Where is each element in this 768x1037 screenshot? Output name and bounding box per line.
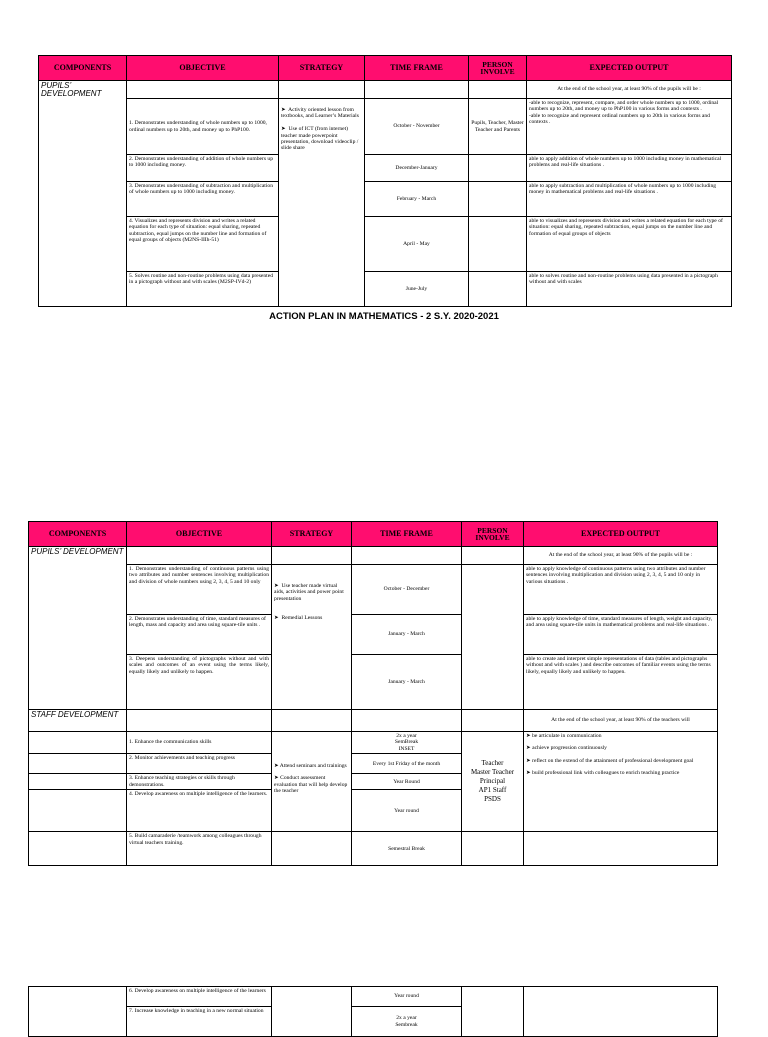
time-frame-cell: June-July xyxy=(365,272,469,307)
expected-intro: At the end of the school year, at least 90% of the pupils will be : xyxy=(527,81,732,99)
time-frame-cell: 2x a year Sembreak xyxy=(352,1007,462,1037)
time-frame-cell: 2x a year SemBreak INSET xyxy=(352,732,462,754)
person-cell xyxy=(462,732,524,832)
objective-cell: 7. Increase knowledge in teaching in a new normal situation xyxy=(127,1007,272,1037)
output-item: ➤ reflect on the extend of the attainment of professional development goal xyxy=(526,758,715,764)
strategy-item: ➤ Conduct assessment evaluation that will help develop the teacher xyxy=(274,775,349,794)
time-frame-cell: February - March xyxy=(365,182,469,217)
objective-cell: 2. Demonstrates understanding of time, standard measures of length, mass and capacity and area using square-tile units . xyxy=(127,615,272,655)
header-objective: OBJECTIVE xyxy=(127,522,272,547)
objective-cell: 5. Solves routine and non-routine problems using data presented in a pictograph without and with scales (M2SP-IVd-2) xyxy=(127,272,279,307)
header-row xyxy=(29,522,718,547)
table-row xyxy=(29,655,718,710)
component-label: PUPILS’ DEVELOPMENT xyxy=(29,547,127,710)
time-frame-cell: October - November xyxy=(365,99,469,155)
time-frame-cell: April - May xyxy=(365,217,469,272)
person-item: AP1 Staff xyxy=(478,786,507,795)
expected-intro: At the end of the school year, at least 90% of the pupils will be : xyxy=(524,547,718,565)
table-row xyxy=(39,81,732,99)
table-row xyxy=(39,182,732,217)
time-frame-cell: Every 1st Friday of the month xyxy=(352,754,462,774)
action-plan-table-1 xyxy=(38,55,732,307)
objective-cell: 3. Deepens understanding of pictographs without and with scales and outcomes of an event using the terms likely, equally likely and unlikely to happen. xyxy=(127,655,272,710)
output-cell: able to solves routine and non-routine problems using data presented in a pictograph without and with scales xyxy=(527,272,732,307)
objective-cell: 4. Visualizes and represents division and writes a related equation for each type of situation: equal sharing, repeated subtraction, equal jumps on the number line and formation of equal groups of objects (M2NS-IIIh-51) xyxy=(127,217,279,272)
header-strategy: STRATEGY xyxy=(272,522,352,547)
output-cell: -able to recognize, represent, compare, and order whole numbers up to 1000, ordinal numbers up to 20th, and money up to PhP100 in various forms and contexts . -able to recognize and represent ordinal numbers up to 20th in various forms and contexts . xyxy=(527,99,732,155)
table-row xyxy=(29,710,718,732)
objective-cell: 1. Demonstrates understanding of whole numbers up to 1000, ordinal numbers up to 20th, and money up to PhP100. xyxy=(127,99,279,155)
output-item: ➤ achieve progression continuously xyxy=(526,745,715,751)
strategy-item: ➤ Attend seminars and trainings xyxy=(274,763,349,769)
table-row xyxy=(29,547,718,565)
header-expected-output: EXPECTED OUTPUT xyxy=(524,522,718,547)
table-row xyxy=(39,272,732,307)
objective-cell: 4. Develop awareness on multiple intelligence of the learners. xyxy=(127,790,272,832)
table-row xyxy=(39,99,732,155)
time-frame-cell: Year Round xyxy=(352,774,462,790)
header-person-involve: PERSON INVOLVE xyxy=(469,56,527,81)
expected-intro: At the end of the school year, at least 90% of the teachers will xyxy=(524,710,718,732)
output-item: ➤ be articulate in communication xyxy=(526,733,715,739)
strategy-cell: ➤ Activity oriented lesson from textbooks, and Learner’s Materials ➤ Use of ICT (from internet) teacher made powerpoint presentation, download videoclip / slide share xyxy=(279,99,365,307)
time-frame-cell: Year round xyxy=(352,987,462,1007)
header-time-frame: TIME FRAME xyxy=(365,56,469,81)
output-cell: able to create and interpret simple representations of data (tables and pictographs without and with scales ) and describe outcomes of familiar events using the terms likely, equally likely and unlikely to happen. xyxy=(524,655,718,710)
header-person-involve: PERSON INVOLVE xyxy=(462,522,524,547)
header-objective: OBJECTIVE xyxy=(127,56,279,81)
table-row xyxy=(29,732,718,754)
action-plan-table-2 xyxy=(28,521,718,866)
output-cell: able to apply subtraction and multiplication of whole numbers up to 1000 including money in mathematical problems and real-life situations . xyxy=(527,182,732,217)
time-frame-cell: Year round xyxy=(352,790,462,832)
objective-cell: 5. Build camaraderie /teamwork among colleagues through virtual teachers training. xyxy=(127,832,272,866)
person-item: PSDS xyxy=(484,795,501,804)
component-label: STAFF DEVELOPMENT xyxy=(29,710,127,732)
person-item: Teacher xyxy=(481,759,504,768)
header-strategy: STRATEGY xyxy=(279,56,365,81)
strategy-cell: ➤ Use teacher made virtual aids, activities and power point presentation ➤ Remedial Lessons xyxy=(272,565,352,710)
output-cell: able to visualizes and represents division and writes a related equation for each type of situation: equal sharing, repeated subtraction, equal jumps on the number line and formation of equal groups of objects xyxy=(527,217,732,272)
strategy-cell xyxy=(272,732,352,832)
table-row xyxy=(29,565,718,615)
output-cell: able to apply addition of whole numbers up to 1000 including money in mathematical problems and real-life situations . xyxy=(527,155,732,182)
table-row xyxy=(39,217,732,272)
person-item: Principal xyxy=(479,777,506,786)
header-components: COMPONENTS xyxy=(29,522,127,547)
objective-cell: 2. Demonstrates understanding of addition of whole numbers up to 1000 including money. xyxy=(127,155,279,182)
person-cell: Pupils, Teacher, Master Teacher and Parents xyxy=(469,99,527,155)
output-item: ➤ build professional link with colleagues to enrich teaching practice xyxy=(526,770,715,776)
header-time-frame: TIME FRAME xyxy=(352,522,462,547)
header-expected-output: EXPECTED OUTPUT xyxy=(527,56,732,81)
output-cell: able to apply knowledge of time, standard measures of length, weight and capacity, and area using square-tile units in mathematical problems and real-life situations . xyxy=(524,615,718,655)
component-label: PUPILS’ DEVELOPMENT xyxy=(39,81,127,307)
objective-cell: 1. Enhance the communication skills xyxy=(127,732,272,754)
objective-cell: 3. Enhance teaching strategies or skills through demonstrations. xyxy=(127,774,272,790)
time-frame-cell: Semestral Break xyxy=(352,832,462,866)
person-item: Master Teacher xyxy=(470,768,515,777)
header-row xyxy=(39,56,732,81)
table-row xyxy=(29,832,718,866)
header-components: COMPONENTS xyxy=(39,56,127,81)
objective-cell: 3. Demonstrates understanding of subtraction and multiplication of whole numbers up to 1000 including money. xyxy=(127,182,279,217)
time-frame-cell: October - December xyxy=(352,565,462,615)
output-cell: able to apply knowledge of continuous patterns using two attributes and number sentences involving multiplication and division using 2, 3, 4, 5 and 10 only in various situations . xyxy=(524,565,718,615)
objective-cell: 2. Monitor achievements and teaching progress xyxy=(127,754,272,774)
page-title: ACTION PLAN IN MATHEMATICS - 2 S.Y. 2020-2021 xyxy=(269,311,499,322)
time-frame-cell: January - March xyxy=(352,655,462,710)
table-row xyxy=(29,615,718,655)
objective-cell: 6. Develop awareness on multiple intelligence of the learners xyxy=(127,987,272,1007)
time-frame-cell: December-January xyxy=(365,155,469,182)
output-cell xyxy=(524,732,718,832)
objective-cell: 1. Demonstrates understanding of continuous patterns using two attributes and number sentences involving multiplication and division of whole numbers using 2, 3, 4, 5 and 10 only xyxy=(127,565,272,615)
table-row xyxy=(39,155,732,182)
table-row xyxy=(29,987,718,1007)
action-plan-table-3 xyxy=(28,986,718,1037)
time-frame-cell: January - March xyxy=(352,615,462,655)
